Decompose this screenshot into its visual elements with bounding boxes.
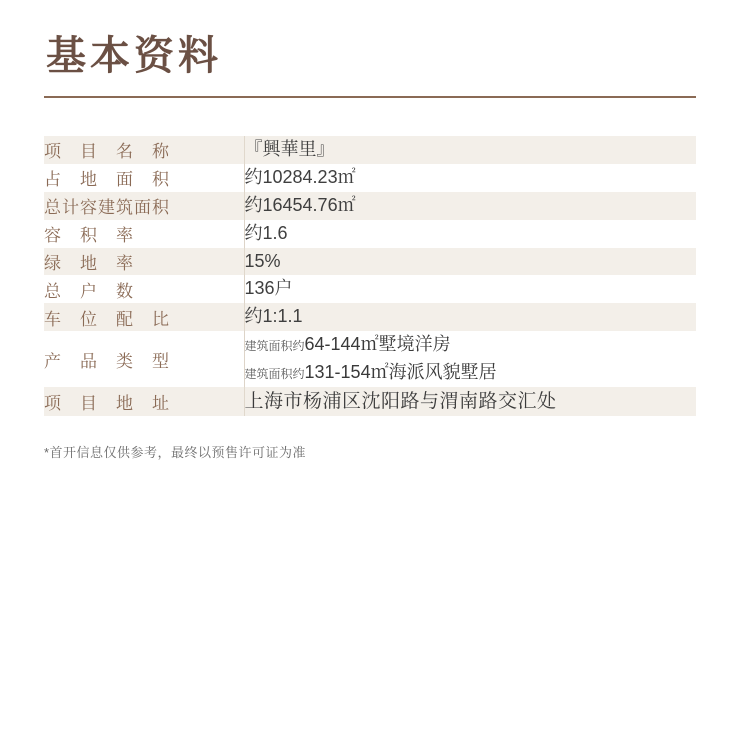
row-value-land-area: [244, 164, 696, 192]
row-value-product-type: [244, 331, 696, 387]
row-label-project-name: 项 目 名 称: [44, 136, 244, 164]
product-line-1-suffix: 墅境洋房: [378, 334, 451, 355]
table-row: [44, 303, 696, 331]
row-label-plot-ratio: 容 积 率: [44, 220, 244, 248]
row-value-project-name: 『興華里』: [244, 136, 696, 164]
table-row: [44, 248, 696, 276]
product-line-1-number: 64-144㎡: [304, 334, 379, 355]
footnote: *首开信息仅供参考，最终以预售许可证为准: [44, 445, 307, 461]
row-label-total-units: 总 户 数: [44, 275, 244, 303]
row-label-land-area: 占 地 面 积: [44, 164, 244, 192]
row-label-green-ratio: 绿 地 率: [44, 248, 244, 276]
row-value-total-units: 136户: [244, 275, 696, 303]
basic-info-table: [44, 136, 696, 416]
title-block: [44, 0, 696, 98]
row-label-project-address: 项 目 地 址: [44, 387, 244, 416]
row-value-project-address: 上海市杨浦区沈阳路与渭南路交汇处: [244, 387, 696, 416]
product-line-2-suffix: 海派风貌墅居: [388, 362, 497, 383]
row-value-parking-ratio: 约1:1.1: [244, 303, 696, 331]
table-row: [44, 275, 696, 303]
land-area-value: 约10284.23: [244, 166, 338, 187]
row-value-building-area: [244, 192, 696, 220]
building-area-value: 约16454.76: [244, 194, 338, 215]
product-type-line-2: [245, 359, 697, 387]
table-row: [44, 387, 696, 416]
title-divider: [44, 96, 696, 98]
table-row: [44, 136, 696, 164]
land-area-unit: ㎡: [337, 166, 356, 187]
row-label-building-area: 总计容建筑面积: [44, 192, 244, 220]
product-line-2-prefix: 建筑面积约: [244, 367, 305, 382]
row-label-parking-ratio: 车 位 配 比: [44, 303, 244, 331]
product-type-line-1: [245, 331, 697, 359]
table-row: [44, 192, 696, 220]
row-label-product-type: 产 品 类 型: [44, 331, 244, 387]
product-line-1-prefix: 建筑面积约: [244, 339, 305, 354]
page-title: 基本资料: [46, 34, 222, 78]
row-value-green-ratio: 15%: [244, 248, 696, 276]
table-row: [44, 164, 696, 192]
building-area-unit: ㎡: [337, 194, 356, 215]
table-row: [44, 220, 696, 248]
table-row: [44, 331, 696, 387]
row-value-plot-ratio: 约1.6: [244, 220, 696, 248]
product-line-2-number: 131-154㎡: [304, 362, 389, 383]
